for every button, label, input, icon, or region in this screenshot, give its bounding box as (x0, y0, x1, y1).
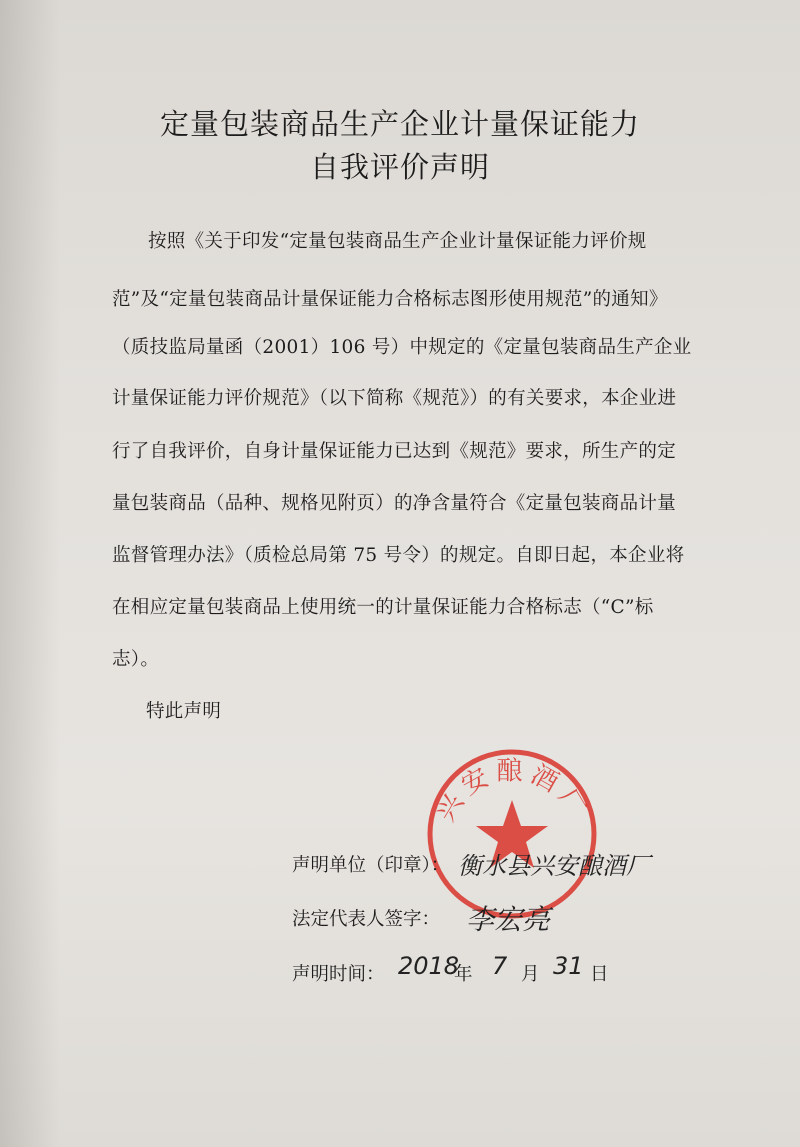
body-line-1: 按照《关于印发“定量包装商品生产企业计量保证能力评价规 (148, 231, 647, 252)
body-line-8: 在相应定量包装商品上使用统一的计量保证能力合格标志（“C”标 (112, 597, 654, 618)
unit-handwritten: 衡水县兴安酿酒厂 (458, 852, 650, 880)
date-year-suffix: 年 (454, 964, 473, 985)
date-day-suffix: 日 (590, 964, 609, 985)
unit-label: 声明单位（印章）： (292, 855, 450, 876)
seal-text: 兴安酿酒厂 (431, 756, 594, 827)
date-month: 7 (492, 952, 508, 980)
body-line-3: （质技监局量函（2001）106 号）中规定的《定量包装商品生产企业 (112, 337, 692, 358)
rep-signature: 李宏亮 (466, 903, 551, 936)
document-title-line1: 定量包装商品生产企业计量保证能力 (159, 107, 640, 141)
rep-label: 法定代表人签字： (292, 909, 441, 930)
body-line-9: 志）。 (112, 649, 160, 670)
document-title-line2: 自我评价声明 (309, 150, 490, 184)
body-line-5: 行了自我评价，自身计量保证能力已达到《规范》要求，所生产的定 (112, 441, 677, 462)
body-line-7: 监督管理办法》（质检总局第 75 号令）的规定。自即日起，本企业将 (112, 545, 685, 566)
body-line-4: 计量保证能力评价规范》（以下简称《规范》）的有关要求，本企业进 (112, 388, 677, 409)
date-label: 声明时间： (292, 964, 385, 985)
date-month-suffix: 月 (521, 964, 540, 985)
body-line-2: 范”及“定量包装商品计量保证能力合格标志图形使用规范”的通知》 (112, 289, 668, 310)
body-line-6: 量包装商品（品种、规格见附页）的净含量符合《定量包装商品计量 (112, 493, 677, 514)
date-year: 2018 (398, 952, 460, 980)
closing-statement: 特此声明 (146, 701, 222, 722)
date-day: 31 (553, 952, 584, 980)
